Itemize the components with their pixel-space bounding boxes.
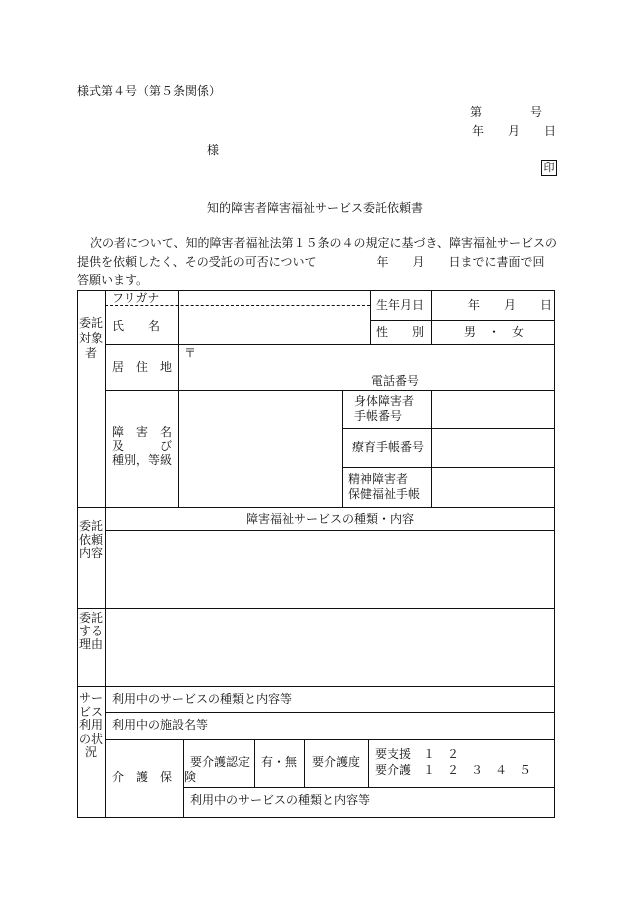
furigana-label: フリガナ — [112, 291, 160, 305]
phone-label: 電話番号 — [371, 374, 420, 388]
gender-value: 男 ・ 女 — [464, 325, 525, 339]
postal-mark: 〒 — [184, 346, 197, 360]
support-level-options: 要支援 １ ２ — [375, 747, 460, 761]
ryoiku-cert-label: 療育手帳番号 — [352, 440, 425, 454]
document-number-label: 第 号 — [470, 105, 543, 119]
seal-stamp: 印 — [541, 160, 557, 176]
insurance-services-label: 利用中のサービスの種類と内容等 — [190, 793, 371, 807]
body-line-2: 提供を依頼したく、その受託の可否について 年 月 日までに書面で回 — [77, 255, 545, 269]
care-cert-yes-no: 有・無 — [261, 755, 298, 769]
gender-label: 性 別 — [376, 325, 425, 339]
name-label: 氏 名 — [112, 319, 161, 333]
care-level-label: 要介護度 — [312, 755, 361, 769]
document-date-label: 年 月 日 — [472, 124, 557, 138]
care-insurance-label: 介 護 保 険 — [112, 770, 197, 784]
current-services-label: 利用中のサービスの種類と内容等 — [112, 692, 293, 706]
addressee-label: 様 — [207, 143, 220, 157]
address-label: 居 住 地 — [112, 360, 173, 374]
document-title: 知的障害者障害福祉サービス委託依頼書 — [206, 201, 423, 215]
service-type-header: 障害福祉サービスの種類・内容 — [245, 512, 414, 526]
section-request-content-label: 委託依頼内容 — [79, 519, 104, 560]
birthdate-label: 生年月日 — [376, 298, 425, 312]
care-level-options: 要介護 １ ２ ３ ４ ５ — [375, 763, 532, 777]
mental-disability-cert-label: 精神障害者 保健福祉手帳 — [348, 472, 421, 501]
section-service-usage-label: サービス利用の状況 — [79, 691, 104, 759]
body-line-3: 答願います。 — [77, 273, 149, 287]
birthdate-value: 年 月 日 — [468, 298, 553, 312]
body-line-1: 次の者について、知的障害者福祉法第１５条の４の規定に基づき、障害福祉サービスの — [90, 236, 558, 250]
disability-label: 障 害 名 及 び 種別，等級 — [112, 425, 173, 467]
physical-disability-cert-label: 身体障害者 手帳番号 — [354, 394, 415, 423]
section-target-person-label: 委託対象者 — [79, 316, 104, 360]
care-certification-label: 要介護認定 — [190, 755, 251, 769]
form-number: 様式第４号（第５条関係） — [77, 84, 222, 98]
section-reason-label: 委託する理由 — [79, 611, 104, 651]
current-facility-label: 利用中の施設名等 — [112, 718, 209, 732]
